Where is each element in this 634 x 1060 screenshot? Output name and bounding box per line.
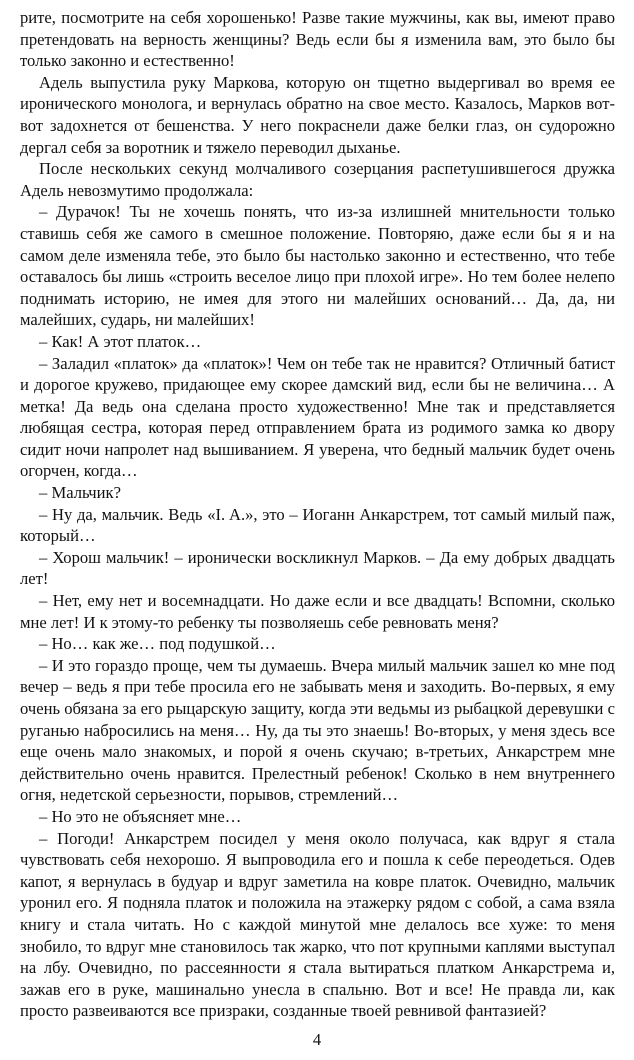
paragraph: рите, посмотрите на себя хорошенько! Разве такие мужчины, как вы, имеют право претендовать на верность женщины? Ведь если бы я изменила вам, это было бы только законно и естественно!: [20, 8, 615, 71]
paragraph: – Нет, ему нет и восемнадцати. Но даже если и все двадцать! Вспомни, сколько мне лет! И к этому-то ребенку ты позволяешь себе ревновать меня?: [20, 591, 615, 632]
paragraph: – Но… как же… под подушкой…: [39, 634, 276, 654]
paragraph: – Заладил «платок» да «платок»! Чем он тебе так не нравится? Отличный батист и дорогое кружево, придающее ему скорее дамский вид, если бы не величина… А метка! Да ведь она сделана просто художественно! Мне так и представляется любящая сестра, которая перед отправлением брата из родимого замка ко двору сидит ночи напролет над вышиванием. Я уверена, что бедный мальчик будет очень огорчен, когда…: [20, 353, 615, 481]
paragraph: – Мальчик?: [39, 483, 121, 503]
paragraph: После нескольких секунд молчаливого созерцания распетушившегося дружка Адель невозмутимо продолжала:: [20, 159, 615, 200]
paragraph: – И это гораздо проще, чем ты думаешь. Вчера милый мальчик зашел ко мне под вечер – ведь я при тебе просила его не забывать меня и заходить. Во-первых, я ему очень обязана за его рыцарскую защиту, когда эти ведьмы из рыбацкой деревушки с руганью набросились на меня… Ну, да ты это знаешь! Во-вторых, у меня здесь все еще очень мало знакомых, и порой я очень скучаю; в-третьих, Анкарстрем мне действительно очень нравится. Прелестный ребенок! Сколько в нем внутреннего огня, недетской серьезности, порывов, стремлений…: [20, 655, 615, 805]
paragraph: Адель выпустила руку Маркова, которую он тщетно выдергивал во время ее иронического монолога, и вернулась обратно на свое место. Казалось, Марков вот-вот задохнется от бешенства. У него покраснели даже белки глаз, он судорожно дергал себя за воротник и тяжело переводил дыханье.: [20, 72, 615, 157]
page-number: 4: [312, 1030, 322, 1049]
paragraph: – Погоди! Анкарстрем посидел у меня около получаса, как вдруг я стала чувствовать себя нехорошо. Я выпроводила его и пошла к себе переодеться. Одев капот, я вернулась в будуар и вдруг заметила на ковре платок. Очевидно, мальчик уронил его. Я подняла платок и положила на этажерку рядом с собой, а сама взяла книгу и стала читать. Но с каждой минутой мне делалось все хуже: то меня знобило, то вдруг мне становилось так жарко, что пот крупными каплями выступал на лбу. Очевидно, по рассеянности я стала вытираться платком Анкарстрема и, зажав его в руке, машинально унесла в спальню. Вот и все! Не правда ли, как просто развеиваются все призраки, созданные твоей ревнивой фантазией?: [20, 828, 615, 1021]
paragraph: – Хорош мальчик! – иронически воскликнул Марков. – Да ему добрых двадцать лет!: [20, 547, 615, 589]
paragraph: – Как! А этот платок…: [39, 331, 202, 351]
paragraph: – Ну да, мальчик. Ведь «I. A.», это – Иоганн Анкарстрем, тот самый милый паж, который…: [20, 504, 615, 546]
page-body: [20, 7, 615, 1022]
paragraph: – Но это не объясняет мне…: [39, 806, 242, 826]
paragraph: – Дурачок! Ты не хочешь понять, что из-за излишней мнительности только ставишь себя же самого в смешное положение. Повторяю, даже если бы я и на самом деле изменяла тебе, это было бы настолько законно и естественно, что тебе оставалось бы лишь «строить веселое лицо при плохой игре». Но тем более нелепо поднимать историю, не имея для этого ни малейших оснований… Да, да, ни малейших, сударь, ни малейших!: [20, 202, 615, 330]
